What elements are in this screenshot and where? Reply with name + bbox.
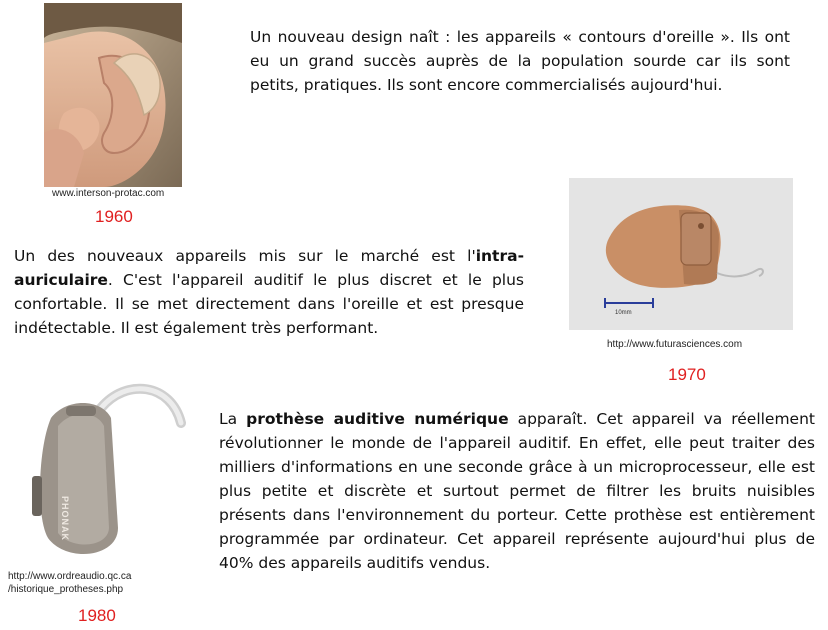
phonak-brand-label: PHONAK xyxy=(60,496,70,542)
image-credit-1960: www.interson-protac.com xyxy=(52,188,165,199)
image-credit-1970: http://www.futurasciences.com xyxy=(607,339,743,350)
digital-aid-term: prothèse auditive numérique xyxy=(246,410,509,428)
paragraph-1970: Un des nouveaux appareils mis sur le marché est l'intra-auriculaire. C'est l'appareil auditif le plus discret et le plus confortable. Il se met directement dans l'oreille et est presque indétectable. Il est également très performant. xyxy=(14,247,524,337)
intra-auriculaire-term: intra-auriculaire xyxy=(14,247,524,289)
ear-hearing-aid-photo xyxy=(44,3,182,187)
year-label-1970: 1970 xyxy=(668,365,706,384)
paragraph-1960: Un nouveau design naît : les appareils « contours d'oreille ». Ils ont eu un grand succès auprès de la population sourde car ils sont petits, pratiques. Ils sont encore commercialisés aujourd'hui. xyxy=(250,28,790,94)
image-credit-1980-line1: http://www.ordreaudio.qc.ca xyxy=(8,571,132,582)
year-label-1980: 1980 xyxy=(78,606,116,625)
paragraph-1980: La prothèse auditive numérique apparaît. Cet appareil va réellement révolutionner le monde de l'appareil auditif. En effet, elle peut traiter des milliers d'informations en une seconde grâce à un microprocesseur, elle est plus petite et discrète et surtout permet de filtrer les bruits nuisibles présents dans l'environnement du porteur. Cette prothèse est entièrement programmée par ordinateur. Cet appareil représente aujourd'hui plus de 40% des appareils auditifs vendus. xyxy=(219,410,815,572)
scale-label: 10mm xyxy=(615,310,632,316)
image-credit-1980-line2: /historique_protheses.php xyxy=(8,584,124,595)
in-ear-aid-photo xyxy=(569,178,793,330)
year-label-1960: 1960 xyxy=(95,207,133,226)
digital-hearing-aid-photo xyxy=(6,378,192,568)
